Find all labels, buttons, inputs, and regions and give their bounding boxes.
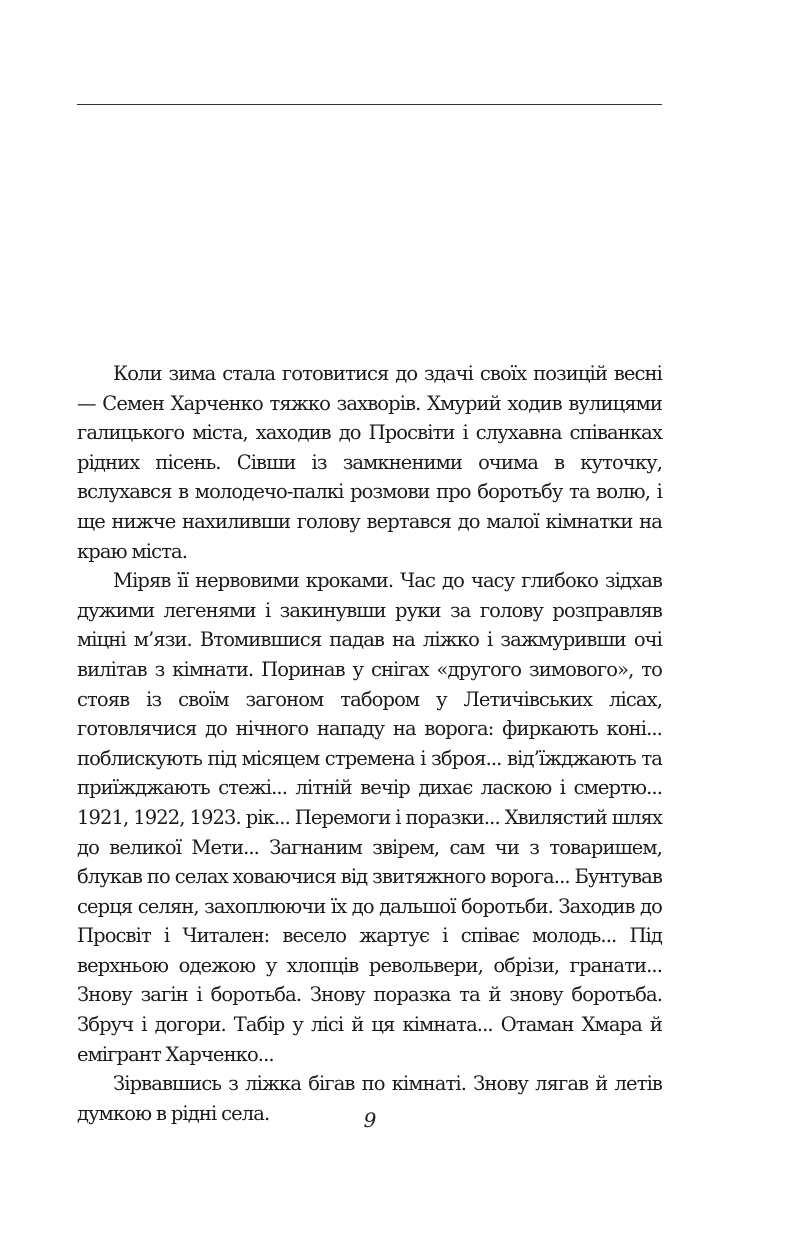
body-text <box>77 359 662 1128</box>
page-number: 9 <box>363 1108 377 1132</box>
paragraph-1: Коли зима стала готовитися до здачі своїх позицій весні — Семен Харченко тяжко захворів. Хмурий ходив вулицями галицького міста, хаходив до Просвіти і слухавна співанках рідних пісень. Сівши із замкненими очима в куточку, вслухався в молодечо-палкі розмови про боротьбу та волю, і ще нижче нахиливши голову вертався до малої кімнатки на краю міста. <box>77 362 662 563</box>
header-rule <box>77 104 662 105</box>
paragraph-3: Зірвавшись з ліжка бігав по кімнаті. Знову лягав й летів думкою в рідні села. <box>77 1072 662 1125</box>
paragraph-2: Міряв її нервовими кроками. Час до часу глибоко зідхав дужими легенями і закинувши руки за голову розправляв міцні м’язи. Втомившися падав на ліжко і зажмуривши очі вилітав з кімнати. Поринав у снігах «другого зимового», то стояв із своїм загоном табором у Летичівських лісах, готовлячися до нічного нападу на ворога: фиркають коні... поблискують під місяцем стремена і зброя... від’їжджають та приїжджають стежі... літній вечір дихає ласкою і смертю... 1921, 1922, 1923. рік... Перемоги і поразки... Хвилястий шлях до великої Мети... Загнаним звірем, сам чи з товаришем, блукав по селах ховаючися від звитяжного ворога... Бунтував серця селян, захоплюючи їх до дальшої боротьби. Заходив до Просвіт і Читален: весело жартує і співає молодь... Під верхньою одежою у хлопців револьвери, обрізи, гранати... Знову загін і боротьба. Знову поразка та й знову боротьба. Збруч і догори. Табір у лісі й ця кімната... Отаман Хмара й емігрант Харченко... <box>77 569 662 1066</box>
